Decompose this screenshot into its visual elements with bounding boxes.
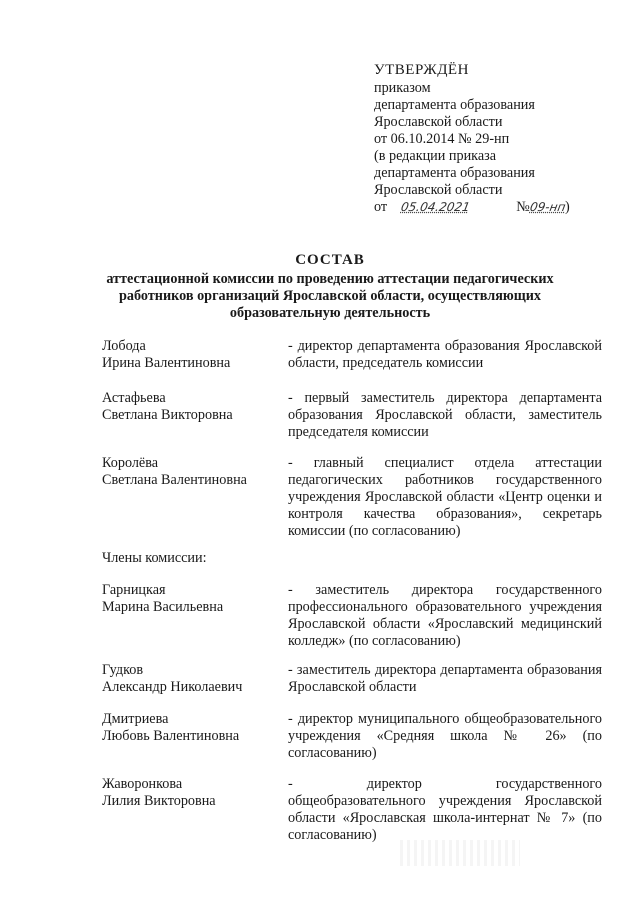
amendment-prefix: от <box>374 199 388 215</box>
member-role: - главный специалист отдела аттестации педагогических работников государственного учреждения Ярославской области «Центр оценки и контроля качества образования», секретарь комиссии (по согласованию) <box>288 455 602 539</box>
member-surname: Лобода <box>102 338 146 354</box>
member-name <box>102 711 282 745</box>
faint-stamp-mark <box>400 840 520 866</box>
member-role: - директор муниципального общеобразовательного учреждения «Средняя школа № 26» (по согласованию) <box>288 711 602 761</box>
members-subheading: Члены комиссии: <box>102 550 207 566</box>
member-surname: Королёва <box>102 455 159 471</box>
member-role: - заместитель директора департамента образования Ярославской области <box>288 662 602 695</box>
member-role: - первый заместитель директора департамента образования Ярославской области, заместитель председателя комиссии <box>288 390 602 440</box>
approval-block <box>374 62 624 216</box>
member-name <box>102 338 282 372</box>
member-given-name: Светлана Валентиновна <box>102 472 247 488</box>
document-title: СОСТАВ <box>295 252 365 268</box>
member-role: - директор департамента образования Ярославской области, председатель комиссии <box>288 338 602 371</box>
member-name <box>102 776 282 810</box>
amendment-suffix: ) <box>565 199 570 215</box>
approval-line: департамента образования <box>374 165 535 181</box>
member-given-name: Марина Васильевна <box>102 599 224 615</box>
member-given-name: Любовь Валентиновна <box>102 728 240 744</box>
member-surname: Гарницкая <box>102 582 166 598</box>
member-name <box>102 662 282 696</box>
approval-line: приказом <box>374 80 431 96</box>
member-given-name: Лилия Викторовна <box>102 793 216 809</box>
approval-line: департамента образования <box>374 97 535 113</box>
heading-line: работников организаций Ярославской области, осуществляющих <box>119 288 541 304</box>
number-prefix: № <box>516 199 530 215</box>
member-name <box>102 582 282 616</box>
member-name <box>102 390 282 424</box>
approval-line: от 06.10.2014 № 29-нп <box>374 131 510 147</box>
member-name <box>102 455 282 489</box>
approval-line: Ярославской области <box>374 114 503 130</box>
handwritten-date: 05.04.2021 <box>399 200 471 214</box>
member-given-name: Ирина Валентиновна <box>102 355 231 371</box>
member-role: - директор государственного общеобразовательного учреждения Ярославской области «Ярославская школа-интернат № 7» (по согласованию) <box>288 776 602 843</box>
approval-line: Ярославской области <box>374 182 503 198</box>
member-given-name: Александр Николаевич <box>102 679 243 695</box>
member-role: - заместитель директора государственного профессионального образовательного учреждения Ярославской области «Ярославский медицинский колледж» (по согласованию) <box>288 582 602 649</box>
member-surname: Астафьева <box>102 390 166 406</box>
member-surname: Жаворонкова <box>102 776 183 792</box>
approval-title: УТВЕРЖДЁН <box>374 62 469 78</box>
approval-line: (в редакции приказа <box>374 148 497 164</box>
member-surname: Дмитриева <box>102 711 169 727</box>
member-given-name: Светлана Викторовна <box>102 407 233 423</box>
handwritten-number: 09-нп <box>528 200 567 214</box>
member-surname: Гудков <box>102 662 144 678</box>
heading-line: аттестационной комиссии по проведению аттестации педагогических <box>106 271 554 287</box>
document-heading <box>95 252 565 322</box>
heading-line: образовательную деятельность <box>229 305 431 321</box>
approval-amendment-line <box>374 199 624 216</box>
